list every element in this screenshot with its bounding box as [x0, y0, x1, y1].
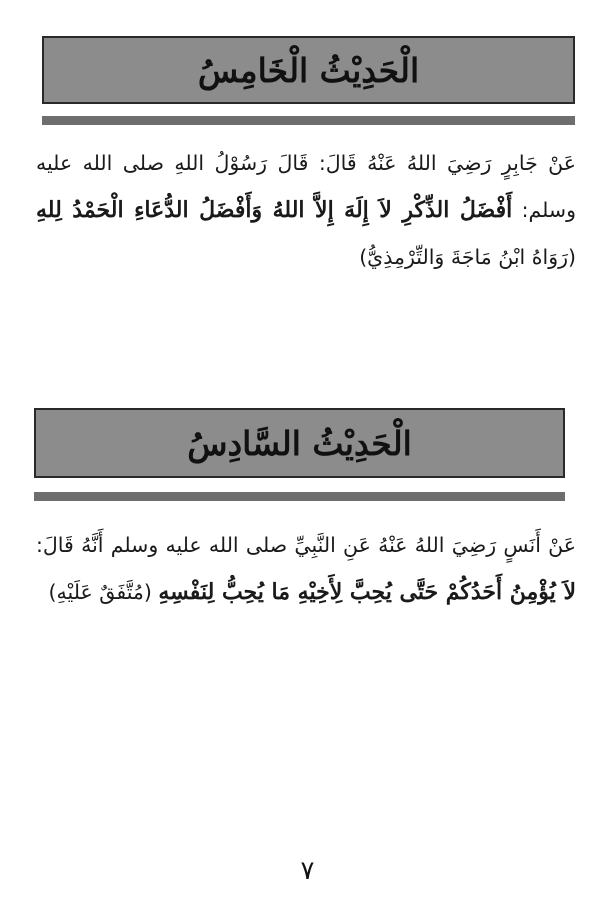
hadith-5-divider: [42, 116, 575, 125]
hadith-5-source: (رَوَاهُ ابْنُ مَاجَةَ وَالتِّرْمِذِيُّ): [359, 245, 576, 269]
hadith-5-body: [36, 140, 576, 281]
hadith-6-title-bar: [34, 408, 565, 478]
hadith-5-title-bar: [42, 36, 575, 104]
hadith-6-title: الْحَدِيْثُ السَّادِسُ: [187, 423, 412, 463]
hadith-5-title: الْحَدِيْثُ الْخَامِسُ: [197, 50, 420, 90]
hadith-5-text: أَفْضَلُ الذِّكْرِ لاَ إِلَهَ إِلاَّ اللهُ وَأَفْضَلُ الدُّعَاءِ الْحَمْدُ لِلهِ: [36, 197, 513, 223]
hadith-6-body: [36, 522, 576, 616]
hadith-6-source: (مُتَّفَقٌ عَلَيْهِ): [48, 580, 159, 604]
hadith-5-narration: عَنْ جَابِرٍ رَضِيَ اللهُ عَنْهُ قَالَ: قَالَ رَسُوْلُ اللهِ صلى الله عليه وسلم:: [36, 151, 576, 222]
hadith-6-divider: [34, 492, 565, 501]
page-number: ٧: [300, 856, 315, 886]
hadith-6-narration: عَنْ أَنَسٍ رَضِيَ اللهُ عَنْهُ عَنِ النَّبِيِّ صلى الله عليه وسلم أَنَّهُ قَالَ:: [36, 533, 576, 557]
hadith-6-text: لاَ يُؤْمِنُ أَحَدُكُمْ حَتَّى يُحِبَّ لِأَخِيْهِ مَا يُحِبُّ لِنَفْسِهِ: [158, 579, 576, 605]
